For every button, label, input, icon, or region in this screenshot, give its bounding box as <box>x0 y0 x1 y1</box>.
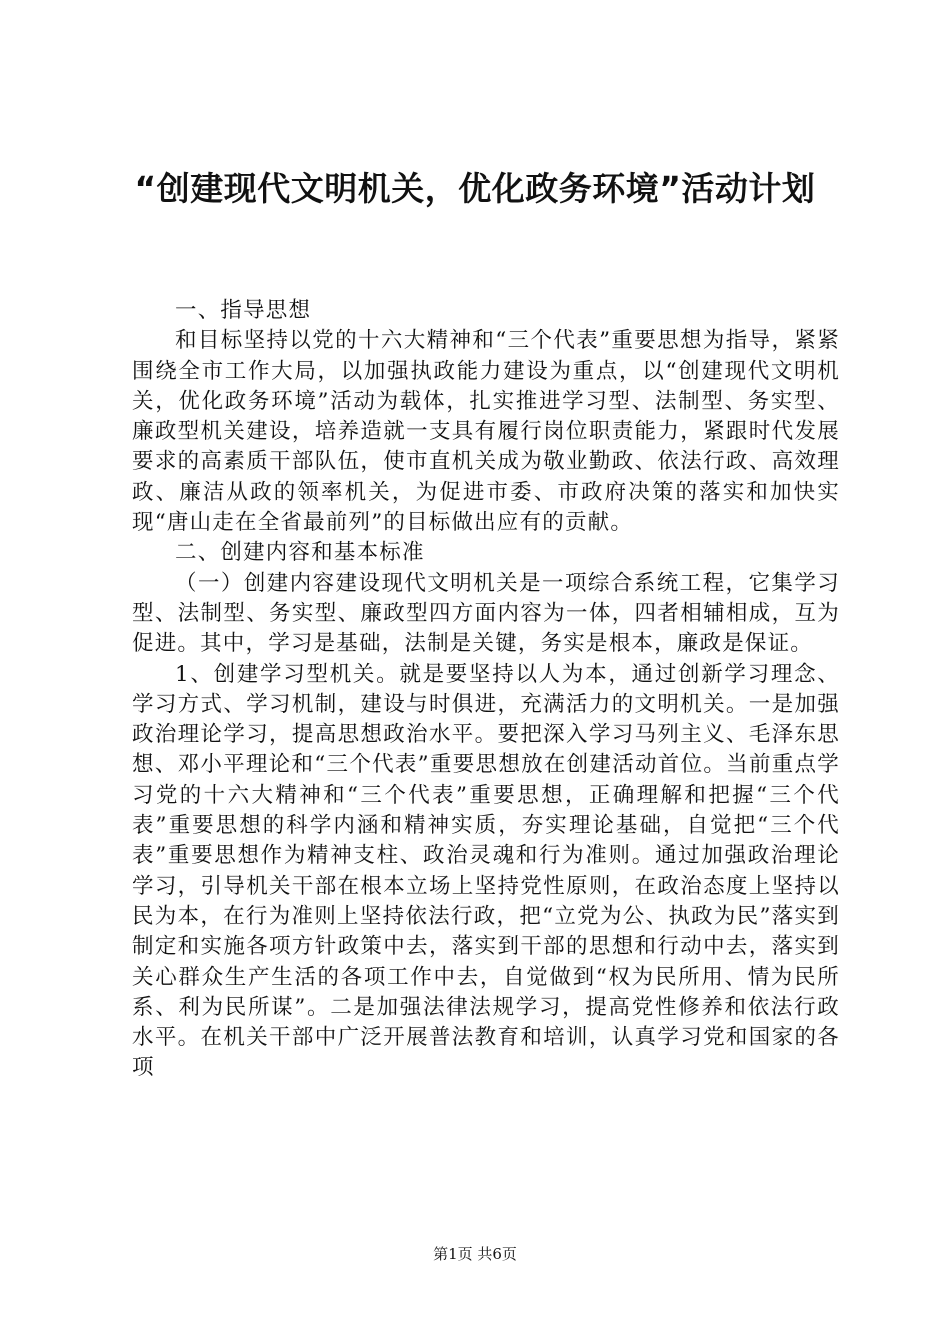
section-heading-guiding-thought: 一、指导思想 <box>175 298 312 323</box>
page-footer: 第1页 共6页 <box>433 1245 517 1263</box>
paragraph-content-overview: （一）创建内容建设现代文明机关是一项综合系统工程，它集学习型、法制型、务实型、廉政型四方面内容为一体，四者相辅相成，互为促进。其中，学习是基础，法制是关键，务实是根本，廉政是保证。 <box>132 570 840 657</box>
paragraph-learning-organ: 1、创建学习型机关。就是要坚持以人为本，通过创新学习理念、学习方式、学习机制，建设与时俱进，充满活力的文明机关。一是加强政治理论学习，提高思想政治水平。要把深入学习马列主义、毛泽东思想、邓小平理论和“三个代表”重要思想放在创建活动首位。当前重点学习党的十六大精神和“三个代表”重要思想，正确理解和把握“三个代表”重要思想的科学内涵和精神实质，夯实理论基础，自觉把“三个代表”重要思想作为精神支柱、政治灵魂和行为准则。通过加强政治理论学习，引导机关干部在根本立场上坚持党性原则，在政治态度上坚持以民为本，在行为准则上坚持依法行政，把“立党为公、执政为民”落实到制定和实施各项方针政策中去，落实到干部的思想和行动中去，落实到关心群众生产生活的各项工作中去，自觉做到“权为民所用、情为民所系、利为民所谋”。二是加强法律法规学习，提高党性修养和依法行政水平。在机关干部中广泛开展普法教育和培训，认真学习党和国家的各项 <box>132 661 840 1081</box>
section-heading-content-standards: 二、创建内容和基本标准 <box>175 540 425 566</box>
document-body <box>132 296 840 1084</box>
document-title: “创建现代文明机关，优化政务环境”活动计划 <box>134 169 816 208</box>
paragraph-guiding-thought: 和目标坚持以党的十六大精神和“三个代表”重要思想为指导，紧紧围绕全市工作大局，以加强执政能力建设为重点，以“创建现代文明机关，优化政务环境”活动为载体，扎实推进学习型、法制型、务实型、廉政型机关建设，培养造就一支具有履行岗位职责能力，紧跟时代发展要求的高素质干部队伍，使市直机关成为敬业勤政、依法行政、高效理政、廉洁从政的领率机关，为促进市委、市政府决策的落实和加快实现“唐山走在全省最前列”的目标做出应有的贡献。 <box>132 328 840 536</box>
